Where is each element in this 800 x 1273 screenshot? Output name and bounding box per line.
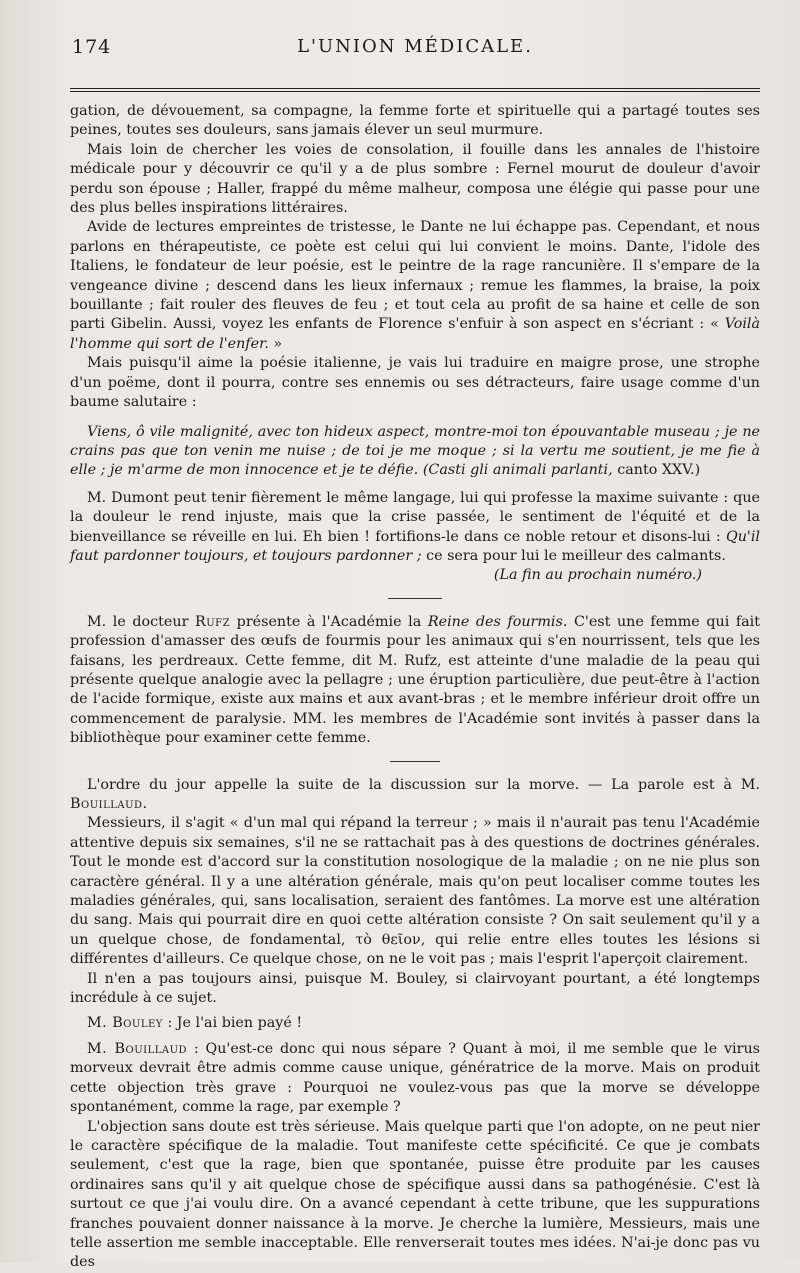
paragraph-text: M. le docteur [87, 613, 195, 630]
section-separator [388, 598, 442, 599]
dialogue-text: : Qu'est-ce donc qui nous sépare ? Quant à moi, il me semble que le virus morveux devrait être admis comme cause unique, génératrice de la morve. Mais on produit cette objection très grave : Pourquoi ne voulez-vous pas que la morve se développe spontanément, comme la rage, par exemple ? [70, 1040, 760, 1116]
paragraph: L'objection sans doute est très sérieuse. Mais quelque parti que l'on adopte, on ne peut nier le caractère spécifique de la maladie. Tout manifeste cette spécificité. Ce que je combats seulement, c'est que la rage, bien que spontanée, puisse être produite par les causes ordinaires sans qu'il y ait quelque chose de spécifique aussi dans sa pathogénésie. C'est là surtout ce que j'ai voulu dire. On a avancé cependant à cette tribune, que les suppurations franches pouvaient donner naissance à la morve. Je cherche la lumière, Messieurs, mais une telle assertion me semble inacceptable. Elle renverserait toutes mes idées. N'ai-je donc pas vu des [70, 1118, 760, 1271]
paragraph: Mais puisqu'il aime la poésie italienne, je vais lui traduire en maigre prose, une strophe d'un poëme, dont il pourra, contre ses ennemis ou ses détracteurs, faire usage comme d'un baume salutaire : [70, 355, 760, 411]
speaker-name: M. Bouillaud [87, 1040, 188, 1057]
running-title: L'UNION MÉDICALE. [297, 36, 533, 57]
paragraph: gation, de dévouement, sa compagne, la femme forte et spirituelle qui a partagé toutes ses peines, toutes ses douleurs, sans jamais élever un seul murmure. [70, 103, 760, 139]
maxim-italic: Qu'il faut pardonner toujours, et toujours pardonner ; [70, 528, 760, 564]
continued-note: (La fin au prochain numéro.) [493, 567, 702, 584]
paragraph-text: » [268, 335, 283, 352]
author-name: Rufz [194, 613, 231, 630]
title-italic: Reine des fourmis [427, 613, 563, 630]
quote-citation: (Casti gli animali parlanti, [422, 462, 613, 479]
paragraph-text: ce sera pour lui le meilleur des calmants. [421, 547, 726, 564]
paragraph [70, 613, 760, 749]
dialogue-line [70, 1014, 760, 1033]
page-number: 174 [72, 36, 112, 58]
paragraph: Messieurs, il s'agit « d'un mal qui répand la terreur ; » mais il n'aurait pas tenu l'Académie attentive depuis six semaines, s'il ne se rattachait pas à des questions de doctrines générales. Tout le monde est d'accord sur la constitution nosologique de la maladie ; on ne nie plus son caractère général. Il y a une altération générale, mais qu'on peut localiser comme toutes les maladies générales, qui, sans localisation, seraient des fantômes. La morve est une altération du sang. Mais qui pourrait dire en quoi cette altération consiste ? On sait seulement qu'il y a un quelque chose, de fondamental, τὸ θεῖον, qui relie entre elles toutes les lésions si différentes d'ailleurs. Ce quelque chose, on ne le voit pas ; mais l'esprit l'aperçoit clairement. [70, 815, 760, 968]
quote-canto: canto XXV.) [612, 462, 701, 479]
article-body [70, 102, 760, 1273]
quote-text: Viens, ô vile malignité, avec ton hideux aspect, montre-moi ton épouvantable museau ; je ne crains pas que ton venin me nuise ; de toi je me moque ; si la vertu me soutient, je me fie à elle ; je m'arme de mon innocence et je te défie. [70, 423, 760, 479]
paragraph [70, 489, 760, 567]
paragraph-text: . C'est une femme qui fait profession d'amasser des œufs de fourmis pour les animaux qui s'en nourrissent, tels que les faisans, les perdreaux. Cette femme, dit M. Rufz, est atteinte d'une maladie de la peau qui présente quelque analogie avec la pellagre ; une éruption particulière, due peut-être à l'action de l'acide formique, existe aux mains et aux avant-bras ; et le membre inférieur droit offre un commencement de paralysie. MM. les membres de l'Académie sont invités à passer dans la bibliothèque pour examiner cette femme. [70, 613, 760, 747]
paragraph-text: présente à l'Académie la [230, 613, 428, 630]
page-header [70, 28, 760, 64]
dialogue-line [70, 1040, 760, 1118]
paragraph-text: M. Dumont peut tenir fièrement le même langage, lui qui professe la maxime suivante : que la douleur le rend injuste, mais que la crise passée, le sentiment de l'équité et de la bienveillance se réveille en lui. Eh bien ! fortifions-le dans ce noble retour et disons-lui : [70, 489, 760, 545]
paragraph-text: Avide de lectures empreintes de tristesse, le Dante ne lui échappe pas. Cependant, et nous parlons en thérapeutiste, ce poète est celui qui lui convient le moins. Dante, l'idole des Italiens, le fondateur de leur poésie, est le peintre de la rage rancunière. Il s'empare de la vengeance divine ; descend dans les lieux infernaux ; remue les flammes, la braise, la poix bouillante ; fait rouler des fleuves de feu ; et tout cela au profit de sa haine et celle de son parti Gibelin. Aussi, voyez les enfants de Florence s'enfuir à son aspect en s'écriant : « [70, 219, 760, 333]
dialogue-text: : Je l'ai bien payé ! [162, 1015, 303, 1032]
paragraph [70, 218, 760, 354]
paragraph: Mais loin de chercher les voies de consolation, il fouille dans les annales de l'histoire médicale pour y découvrir ce qu'il y a de plus sombre : Fernel mourut de douleur d'avoir perdu son épouse ; Haller, frappé du même malheur, composa une élégie qui passe pour une des plus belles inspirations littéraires. [70, 141, 760, 217]
speaker-name: Bouillaud. [70, 796, 148, 812]
quotation-italic: Voilà l'homme qui sort de l'enfer. [70, 316, 760, 352]
speaker-name: M. Bouley [87, 1015, 163, 1032]
section-separator [390, 761, 440, 762]
verse-quotation [70, 423, 760, 481]
paragraph [70, 776, 760, 815]
paragraph: Il n'en a pas toujours ainsi, puisque M. Bouley, si clairvoyant pourtant, a été longtemps incrédule à ce sujet. [70, 970, 760, 1007]
paragraph-text: L'ordre du jour appelle la suite de la discussion sur la morve. — La parole est à M. [87, 776, 760, 793]
header-rule [70, 88, 760, 92]
